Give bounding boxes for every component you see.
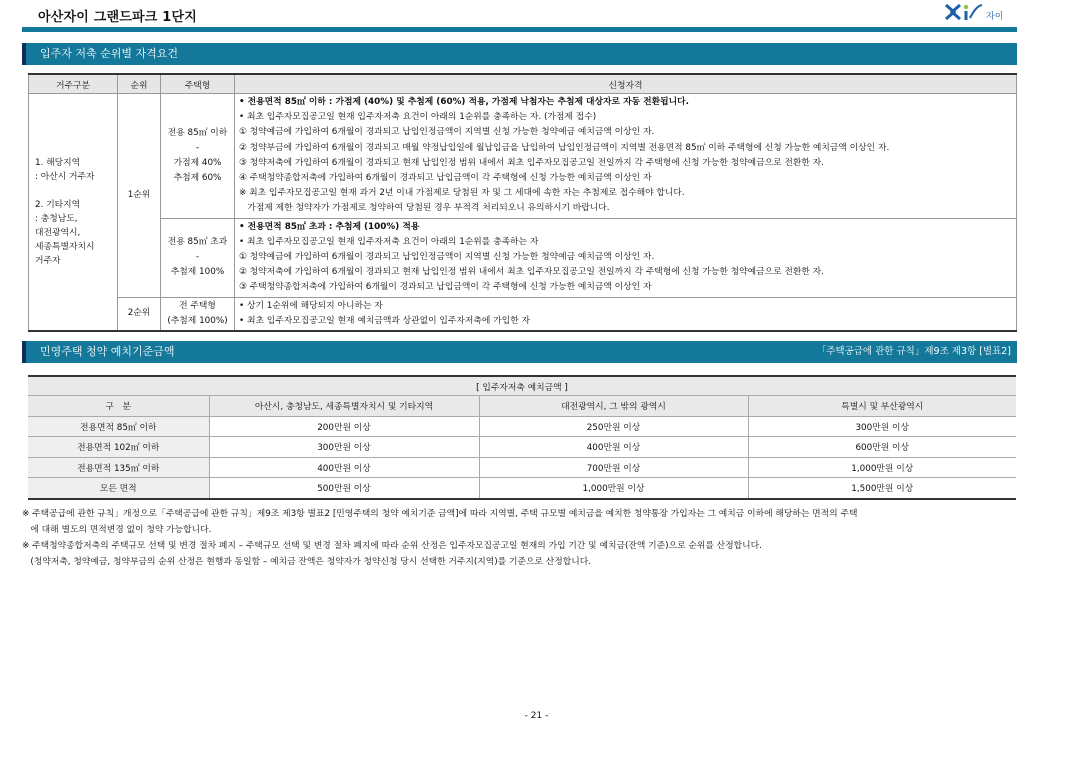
footnotes bbox=[22, 506, 1022, 570]
requirement-line: ③ 청약저축에 가입하여 6개월이 경과되고 현재 납입인정 범위 내에서 최초 입주자모집공고일 전일까지 각 주택형에 신청 가능한 청약예금으로 전환한 자. bbox=[239, 157, 824, 168]
requirements-cell bbox=[235, 218, 1017, 297]
requirement-line: 가점제 제한 청약자가 가점제로 청약하여 당첨된 경우 부적격 처리되오니 유의하시기 바랍니다. bbox=[239, 203, 610, 214]
housing-line: - bbox=[195, 142, 200, 153]
row-label: 모든 면적 bbox=[28, 478, 209, 499]
table-cell: 250만원 이상 bbox=[479, 416, 748, 437]
requirement-line: ④ 주택청약종합저축에 가입하여 6개월이 경과되고 납입금액이 각 주택형에 신청 가능한 예치금액 이상인 자 bbox=[239, 173, 652, 184]
column-header: 주택형 bbox=[161, 74, 235, 94]
residence-line: 세종특별자치시 bbox=[35, 242, 95, 253]
table-row bbox=[28, 437, 1016, 458]
deposit-table bbox=[28, 375, 1016, 500]
xi-logo bbox=[944, 2, 1014, 24]
housing-line: 전용 85㎡ 초과 bbox=[167, 237, 228, 248]
housing-line: (추첨제 100%) bbox=[167, 315, 228, 326]
section-header-deposit bbox=[22, 341, 1017, 363]
column-header: 순위 bbox=[118, 74, 161, 94]
table-cell: 200만원 이상 bbox=[209, 416, 479, 437]
row-label: 전용면적 85㎡ 이하 bbox=[28, 416, 209, 437]
section-header-eligibility bbox=[22, 43, 1017, 65]
page-number: - 21 - bbox=[524, 711, 549, 721]
eligibility-table bbox=[28, 73, 1017, 332]
table-header-row bbox=[28, 396, 1016, 417]
section-reference: 「주택공급에 관한 규칙」제9조 제3항 [별표2] bbox=[816, 346, 1011, 357]
table-cell: 700만원 이상 bbox=[479, 457, 748, 478]
requirement-line: • 전용면적 85㎡ 이하 : 가점제 (40%) 및 추첨제 (60%) 적용, 가점제 낙첨자는 추첨제 대상자로 자동 전환됩니다. bbox=[239, 97, 689, 107]
requirement-line: ② 청약저축에 가입하여 6개월이 경과되고 현재 납입인정 범위 내에서 최초 입주자모집공고일 전일까지 각 주택형에 신청 가능한 청약예금으로 전환한 자. bbox=[239, 267, 824, 278]
column-header: 구 분 bbox=[28, 396, 209, 417]
housing-line: 추첨제 100% bbox=[170, 267, 225, 278]
table-caption-row bbox=[28, 376, 1016, 396]
table-cell: 400만원 이상 bbox=[479, 437, 748, 458]
housing-line: 추첨제 60% bbox=[173, 172, 222, 183]
requirement-line: ① 청약예금에 가입하여 6개월이 경과되고 납입인정금액이 지역별 신청 가능한 청약예금 예치금액 이상인 자. bbox=[239, 127, 655, 138]
row-label: 전용면적 102㎡ 이하 bbox=[28, 437, 209, 458]
residence-line: 2. 기타지역 bbox=[35, 200, 81, 211]
table-cell: 400만원 이상 bbox=[209, 457, 479, 478]
footnote-line: ※ 주택공급에 관한 규칙」개정으로「주택공급에 관한 규칙」제9조 제3항 별표2 [민영주택의 청약 예치기준 금액]에 따라 지역별, 주택 규모별 예치금을 예치한 청약통장 가입자는 그 예치금 이하에 해당하는 면적의 주택 bbox=[22, 509, 858, 519]
housing-type-cell bbox=[161, 218, 235, 297]
table-cell: 1,500만원 이상 bbox=[748, 478, 1016, 499]
requirement-line: • 최초 입주자모집공고일 현재 입주자저축 요건이 아래의 1순위를 충족하는 자 bbox=[239, 236, 539, 247]
residence-spacer bbox=[35, 184, 117, 198]
table-cell: 300만원 이상 bbox=[209, 437, 479, 458]
footnote-line: 에 대해 별도의 면적변경 없이 청약 가능합니다. bbox=[22, 525, 212, 535]
column-header: 거주구분 bbox=[29, 74, 118, 94]
requirement-line: • 최초 입주자모집공고일 현재 입주자저축 요건이 아래의 1순위를 충족하는 자. (가점제 접수) bbox=[239, 112, 597, 123]
residence-line: : 아산시 거주자 bbox=[35, 172, 95, 183]
column-header: 아산시, 충청남도, 세종특별자치시 및 기타지역 bbox=[209, 396, 479, 417]
housing-line: - bbox=[195, 252, 200, 263]
table-cell: 1,000만원 이상 bbox=[479, 478, 748, 499]
table-cell: 500만원 이상 bbox=[209, 478, 479, 499]
requirement-line: • 상기 1순위에 해당되지 아니하는 자 bbox=[239, 300, 383, 311]
table-header-row bbox=[29, 74, 1017, 94]
section-title: 입주자 저축 순위별 자격요건 bbox=[40, 47, 179, 60]
rank-cell: 1순위 bbox=[118, 94, 161, 298]
requirement-line: ① 청약예금에 가입하여 6개월이 경과되고 납입인정금액이 지역별 신청 가능한 청약예금 예치금액 이상인 자. bbox=[239, 252, 655, 263]
requirements-cell bbox=[235, 94, 1017, 219]
footnote-line: ※ 주택청약종합저축의 주택규모 선택 및 변경 절차 폐지 – 주택규모 선택 및 변경 절차 폐지에 따라 순위 산정은 입주자모집공고일 현재의 가입 기간 및 예치금(잔액 기준)으로 순위를 산정합니다. bbox=[22, 541, 762, 551]
table-cell: 600만원 이상 bbox=[748, 437, 1016, 458]
page-title: 아산자이 그랜드파크 1단지 bbox=[38, 10, 198, 25]
column-header: 신청자격 bbox=[235, 74, 1017, 94]
table-row bbox=[29, 94, 1017, 219]
requirements-cell bbox=[235, 297, 1017, 331]
residence-line: 1. 해당지역 bbox=[35, 158, 81, 169]
column-header: 대전광역시, 그 밖의 광역시 bbox=[479, 396, 748, 417]
table-row bbox=[28, 457, 1016, 478]
section-title: 민영주택 청약 예치기준금액 bbox=[40, 345, 175, 358]
table-row bbox=[29, 297, 1017, 331]
table-cell: 300만원 이상 bbox=[748, 416, 1016, 437]
table-cell: 1,000만원 이상 bbox=[748, 457, 1016, 478]
column-header: 특별시 및 부산광역시 bbox=[748, 396, 1016, 417]
table-caption: [ 입주자저축 예치금액 ] bbox=[28, 376, 1016, 396]
xi-logo-icon bbox=[944, 2, 984, 22]
rank-cell: 2순위 bbox=[118, 297, 161, 331]
row-label: 전용면적 135㎡ 이하 bbox=[28, 457, 209, 478]
requirement-line: ※ 최초 입주자모집공고일 현재 과거 2년 이내 가점제로 당첨된 자 및 그 세대에 속한 자는 추첨제로 접수해야 합니다. bbox=[239, 188, 685, 199]
table-row bbox=[28, 416, 1016, 437]
housing-line: 전용 85㎡ 이하 bbox=[167, 127, 228, 138]
requirement-line: • 최초 입주자모집공고일 현재 예치금액과 상관없이 입주자저축에 가입한 자 bbox=[239, 315, 530, 326]
residence-cell bbox=[29, 94, 118, 332]
residence-line: 거주자 bbox=[35, 256, 61, 267]
table-row bbox=[29, 218, 1017, 297]
requirement-line: ③ 주택청약종합저축에 가입하여 6개월이 경과되고 납입금액이 각 주택형에 신청 가능한 예치금액 이상인 자 bbox=[239, 282, 652, 293]
residence-line: : 충청남도, bbox=[35, 214, 78, 225]
housing-type-cell bbox=[161, 94, 235, 219]
requirement-line: • 전용면적 85㎡ 초과 : 추첨제 (100%) 적용 bbox=[239, 221, 420, 232]
footnote-line: (청약저축, 청약예금, 청약부금의 순위 산정은 현행과 동일함 – 예치금 잔액은 청약자가 청약신청 당시 선택한 거주지(지역)를 기준으로 산정합니다. bbox=[22, 557, 592, 567]
housing-type-cell bbox=[161, 297, 235, 331]
header-divider-bar bbox=[22, 27, 1017, 32]
residence-line: 대전광역시, bbox=[35, 228, 81, 239]
table-row bbox=[28, 478, 1016, 499]
housing-line: 전 주택형 bbox=[179, 300, 216, 311]
requirement-line: ② 청약부금에 가입하여 6개월이 경과되고 매월 약정납입일에 월납입금을 납입하여 납입인정금액이 지역별 전용면적 85㎡ 이하 주택형에 신청 가능한 예치금액 이상인 자. bbox=[239, 142, 890, 153]
logo-subtext: 자이 bbox=[986, 12, 1004, 22]
housing-line: 가점제 40% bbox=[173, 157, 222, 168]
